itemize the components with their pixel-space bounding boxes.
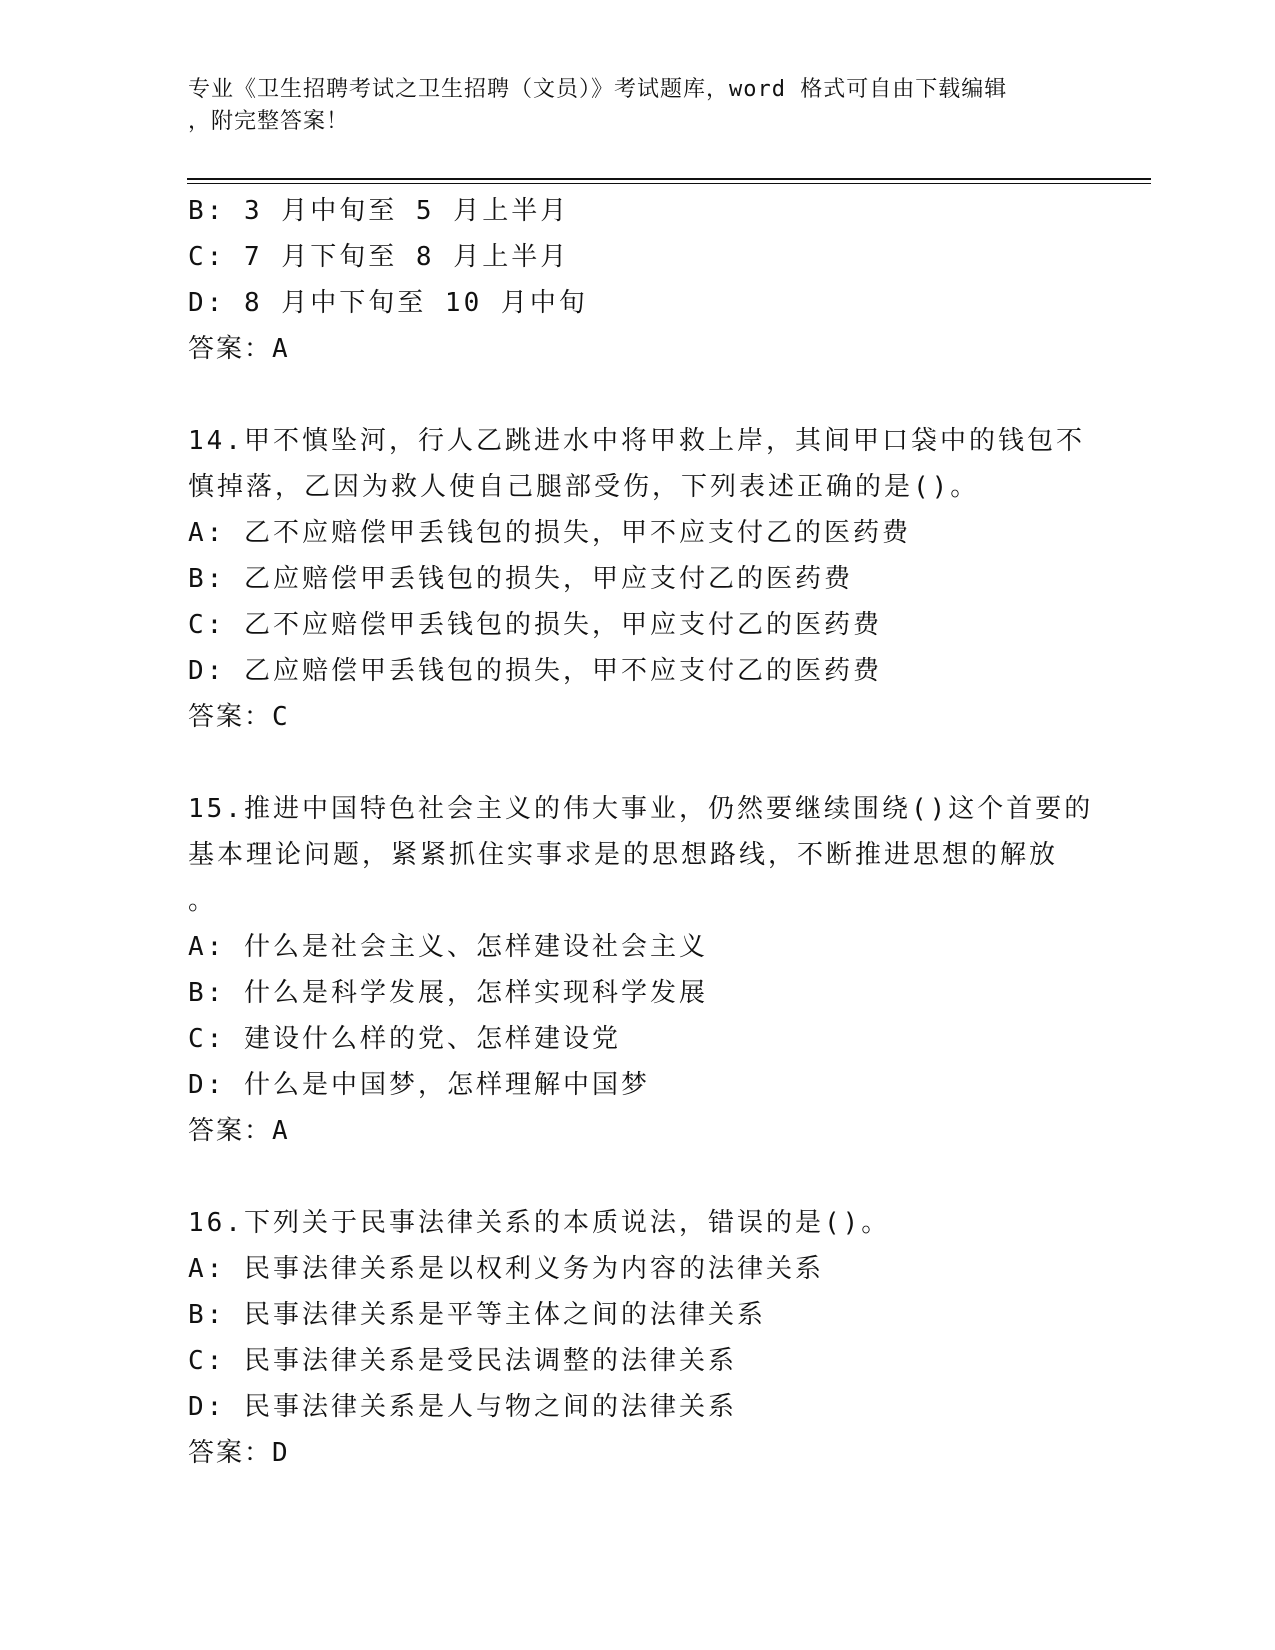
spacer — [188, 1154, 1088, 1200]
answer-label: 答案：A — [188, 1116, 290, 1146]
option-d: D: 什么是中国梦，怎样理解中国梦 — [188, 1070, 650, 1100]
option-b: B: 民事法律关系是平等主体之间的法律关系 — [188, 1300, 766, 1330]
option-c: C: 乙不应赔偿甲丢钱包的损失，甲应支付乙的医药费 — [188, 610, 882, 640]
option-b: B: 3 月中旬至 5 月上半月 — [188, 196, 570, 226]
header-line-2: ，附完整答案！ — [188, 109, 350, 134]
page-header — [188, 74, 1088, 138]
question-stem-line: 慎掉落，乙因为救人使自己腿部受伤，下列表述正确的是()。 — [188, 472, 980, 502]
question-13-continuation — [188, 188, 1088, 372]
option-d: D: 乙应赔偿甲丢钱包的损失，甲不应支付乙的医药费 — [188, 656, 882, 686]
question-stem-line: 16.下列关于民事法律关系的本质说法，错误的是()。 — [188, 1208, 891, 1238]
answer-label: 答案：A — [188, 334, 290, 364]
answer-label: 答案：D — [188, 1438, 290, 1468]
question-16 — [188, 1200, 1088, 1476]
question-14 — [188, 418, 1088, 740]
spacer — [188, 740, 1088, 786]
option-a: A: 民事法律关系是以权利义务为内容的法律关系 — [188, 1254, 824, 1284]
answer-label: 答案：C — [188, 702, 290, 732]
option-c: C: 7 月下旬至 8 月上半月 — [188, 242, 570, 272]
spacer — [188, 372, 1088, 418]
question-stem-line: 基本理论问题，紧紧抓住实事求是的思想路线，不断推进思想的解放 — [188, 840, 1059, 870]
header-divider — [187, 178, 1151, 180]
question-stem-line: 。 — [188, 886, 218, 916]
option-b: B: 乙应赔偿甲丢钱包的损失，甲应支付乙的医药费 — [188, 564, 853, 594]
header-divider-thin — [187, 183, 1151, 184]
option-c: C: 建设什么样的党、怎样建设党 — [188, 1024, 621, 1054]
option-d: D: 8 月中下旬至 10 月中旬 — [188, 288, 588, 318]
option-b: B: 什么是科学发展，怎样实现科学发展 — [188, 978, 708, 1008]
option-d: D: 民事法律关系是人与物之间的法律关系 — [188, 1392, 737, 1422]
question-15 — [188, 786, 1094, 1154]
question-stem-line: 15.推进中国特色社会主义的伟大事业，仍然要继续围绕()这个首要的 — [188, 794, 1094, 824]
question-stem-line: 14.甲不慎坠河，行人乙跳进水中将甲救上岸，其间甲口袋中的钱包不 — [188, 426, 1085, 456]
option-c: C: 民事法律关系是受民法调整的法律关系 — [188, 1346, 737, 1376]
header-line-1: 专业《卫生招聘考试之卫生招聘（文员）》考试题库，word 格式可自由下载编辑 — [188, 77, 1008, 102]
question-list — [188, 188, 1094, 1476]
option-a: A: 什么是社会主义、怎样建设社会主义 — [188, 932, 708, 962]
option-a: A: 乙不应赔偿甲丢钱包的损失，甲不应支付乙的医药费 — [188, 518, 911, 548]
